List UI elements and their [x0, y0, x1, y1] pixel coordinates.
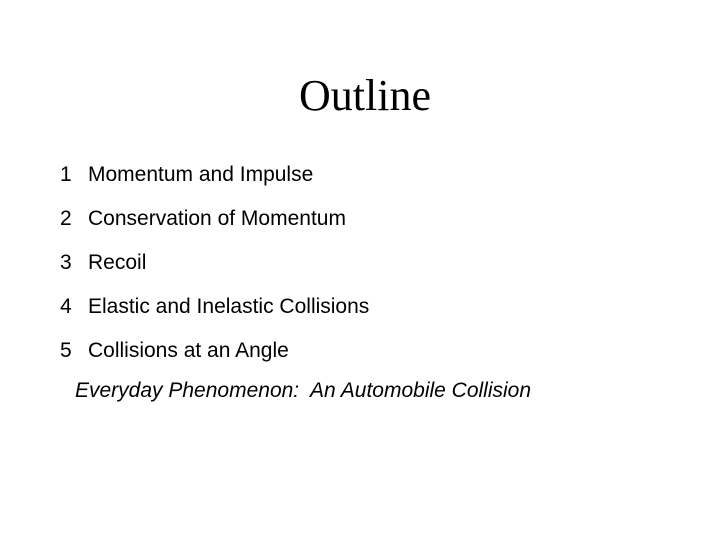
outline-item: [60, 160, 369, 204]
outline-item: [60, 336, 369, 380]
outline-item: [60, 292, 369, 336]
outline-item-number: 3: [60, 251, 72, 274]
outline-item-text: Recoil: [88, 251, 147, 274]
outline-item: [60, 204, 369, 248]
outline-item-text: Elastic and Inelastic Collisions: [88, 295, 370, 318]
everyday-phenomenon-line: Everyday Phenomenon: An Automobile Collision: [75, 379, 532, 402]
outline-item: [60, 248, 369, 292]
outline-item-text: Momentum and Impulse: [88, 163, 314, 186]
outline-list: [60, 160, 369, 380]
outline-item-number: 5: [60, 339, 72, 362]
outline-item-text: Conservation of Momentum: [88, 207, 346, 230]
slide-title: Outline: [299, 71, 431, 120]
outline-item-number: 1: [60, 163, 72, 186]
outline-item-number: 4: [60, 295, 72, 318]
outline-item-number: 2: [60, 207, 72, 230]
outline-item-text: Collisions at an Angle: [88, 339, 289, 362]
